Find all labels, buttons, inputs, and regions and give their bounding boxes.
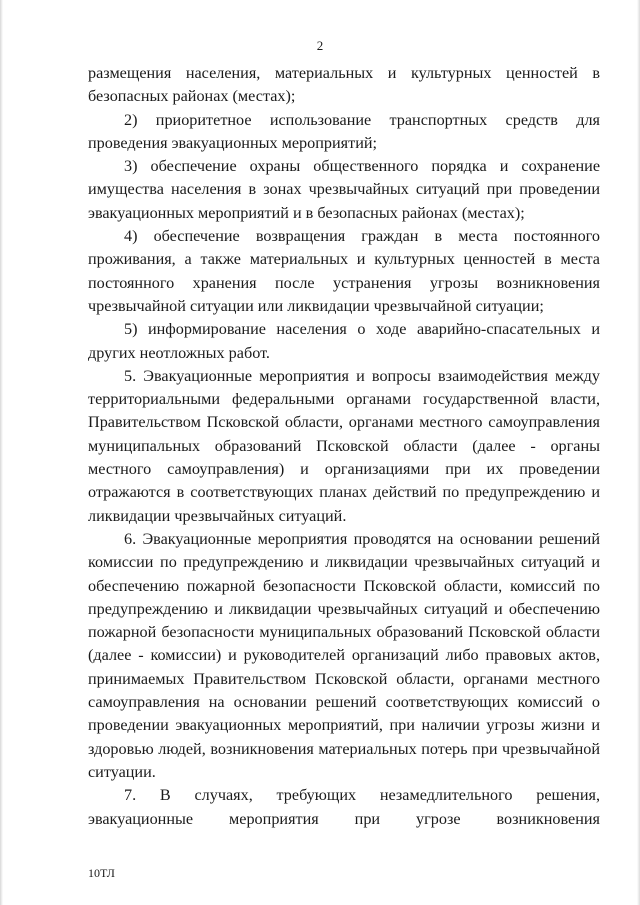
paragraph-item-4: 4) обеспечение возвращения граждан в места постоянного проживания, а также материальных и культурных ценностей в места постоянного хранения после устранения угрозы возникновения чрезвычайной ситуации или ликвидации чрезвычайной ситуации; <box>88 227 600 315</box>
paragraph-item-5: 5) информирование населения о ходе аварийно-спасательных и других неотложных работ. <box>88 320 600 362</box>
paragraph-section-7: 7. В случаях, требующих незамедлительного решения, эвакуационные мероприятия при угрозе возникновения <box>88 786 600 828</box>
footer-code: 10ТЛ <box>88 866 115 880</box>
paragraph-continuation: размещения населения, материальных и культурных ценностей в безопасных районах (местах); <box>88 64 600 106</box>
paragraph-section-6: 6. Эвакуационные мероприятия проводятся на основании решений комиссии по предупреждению и ликвидации чрезвычайных ситуаций и обеспечению пожарной безопасности Псковской области, комиссий по предупреждению и ликвидации чрезвычайных ситуаций и обеспечению пожарной безопасности муниципальных образований Псковской области (далее - комиссии) и руководителей организаций либо правовых актов, принимаемых Правительством Псковской области, органами местного самоуправления на основании решений соответствующих комиссий о проведении эвакуационных мероприятий, при наличии угрозы жизни и здоровью людей, возникновения материальных потерь при чрезвычайной ситуации. <box>88 529 600 781</box>
paragraph-item-2: 2) приоритетное использование транспортных средств для проведения эвакуационных мероприятий; <box>88 110 600 152</box>
page-number: 2 <box>316 38 324 53</box>
scan-edge-left <box>0 0 3 905</box>
document-body <box>88 62 600 831</box>
paragraph-item-3: 3) обеспечение охраны общественного порядка и сохранение имущества населения в зонах чрезвычайных ситуаций при проведении эвакуационных мероприятий и в безопасных районах (местах); <box>88 157 600 222</box>
paragraph-section-5: 5. Эвакуационные мероприятия и вопросы взаимодействия между территориальными федеральными органами государственной власти, Правительством Псковской области, органами местного самоуправления муниципальных образований Псковской области (далее - органы местного самоуправления) и организациями при их проведении отражаются в соответствующих планах действий по предупреждению и ликвидации чрезвычайных ситуаций. <box>88 366 600 525</box>
